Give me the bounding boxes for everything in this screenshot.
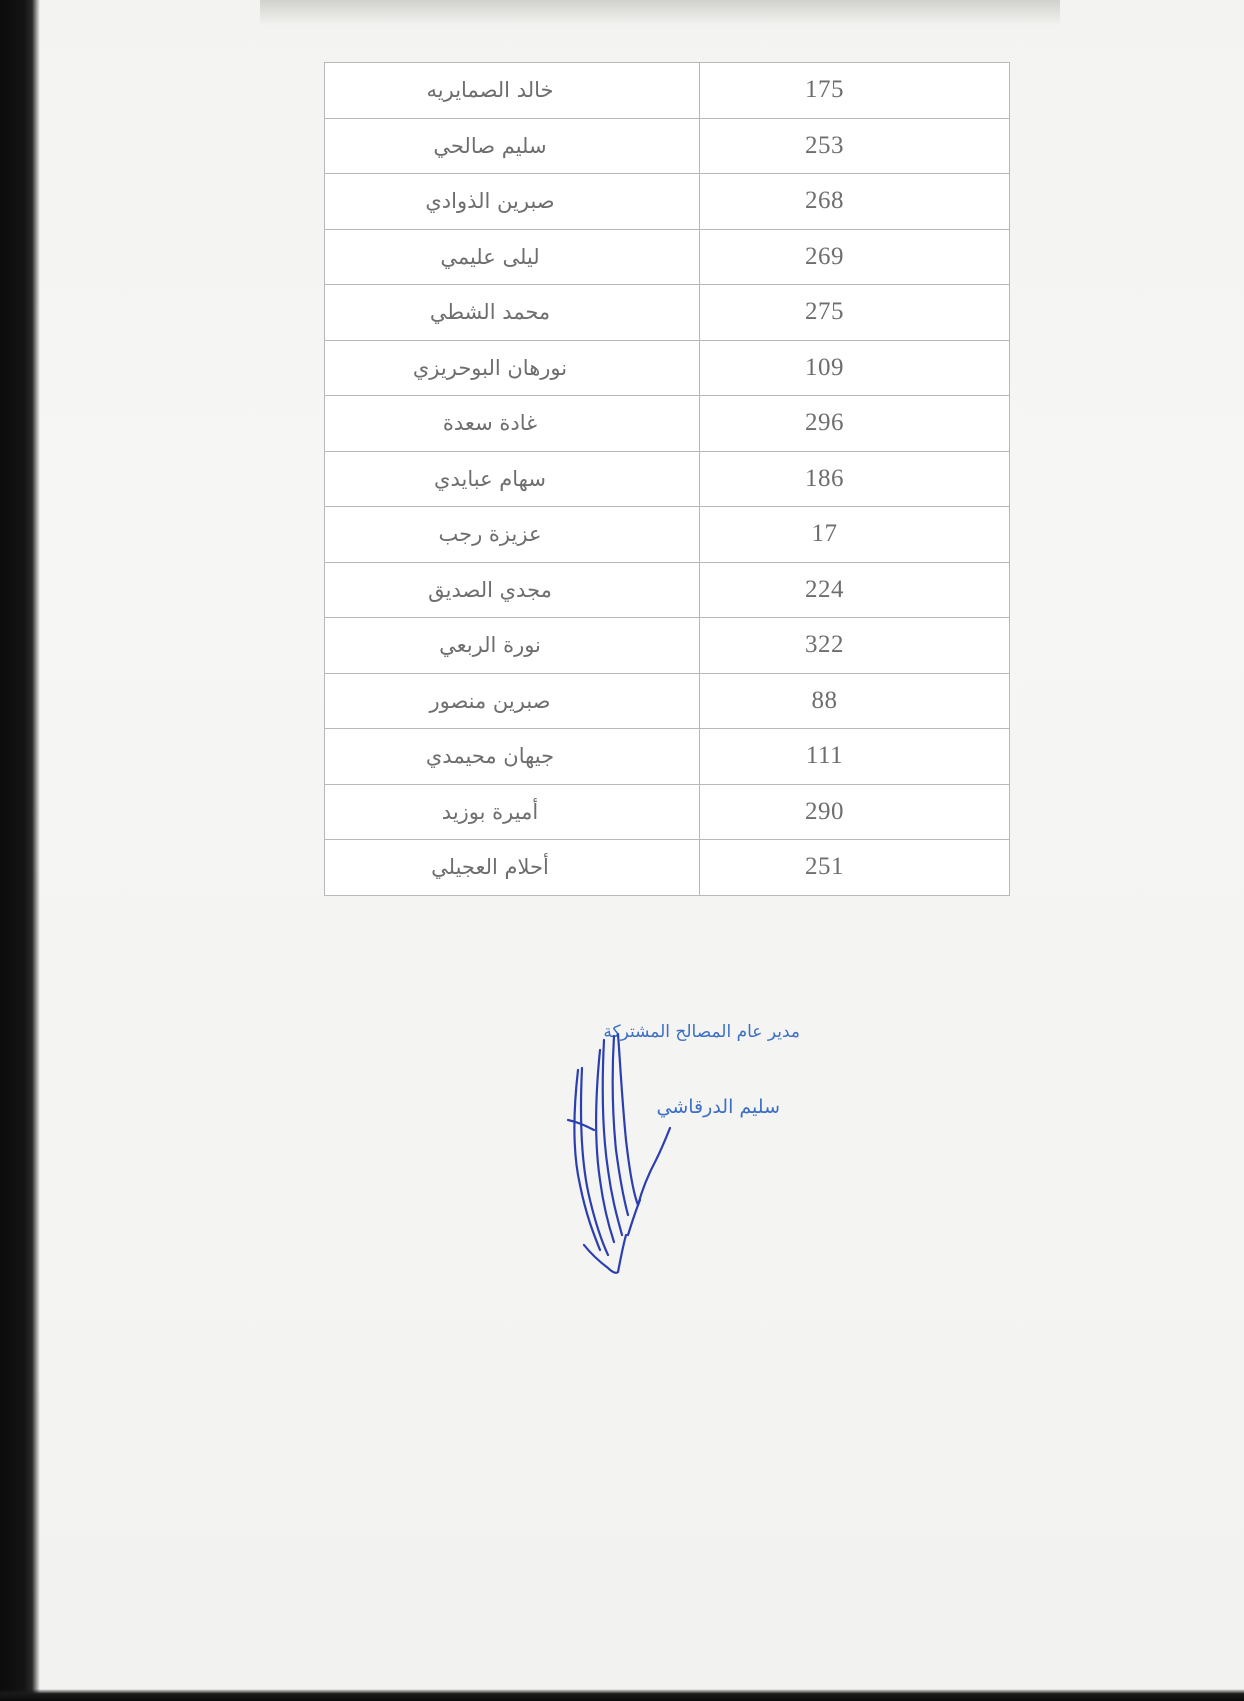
table-row — [325, 618, 1010, 674]
names-table — [324, 62, 1010, 896]
table-row — [325, 784, 1010, 840]
number-cell — [700, 118, 1010, 174]
scan-bottom-border — [0, 1689, 1244, 1701]
table-row — [325, 63, 1010, 119]
table-row — [325, 673, 1010, 729]
name-text: جيهان محيمدي — [425, 744, 555, 769]
number-cell — [700, 229, 1010, 285]
table-row — [325, 840, 1010, 896]
number-text: 111 — [805, 742, 844, 770]
name-cell — [325, 396, 700, 452]
number-cell — [700, 451, 1010, 507]
number-text: 290 — [805, 797, 844, 825]
number-text: 275 — [805, 298, 844, 326]
name-text: صبرين الذوادي — [425, 189, 555, 214]
table-row — [325, 229, 1010, 285]
signature-block — [420, 1010, 820, 1290]
number-text: 109 — [805, 353, 844, 381]
handwritten-signature-icon — [538, 1010, 678, 1280]
name-cell — [325, 507, 700, 563]
name-text: أحلام العجيلي — [431, 855, 549, 880]
name-text: محمد الشطي — [429, 300, 551, 325]
name-text: خالد الصمايريه — [426, 78, 554, 103]
table-row — [325, 562, 1010, 618]
number-cell — [700, 673, 1010, 729]
table-row — [325, 174, 1010, 230]
number-cell — [700, 340, 1010, 396]
table-row — [325, 451, 1010, 507]
number-text: 175 — [805, 76, 844, 104]
number-text: 251 — [805, 853, 844, 881]
number-cell — [700, 507, 1010, 563]
name-cell — [325, 229, 700, 285]
table-row — [325, 118, 1010, 174]
name-cell — [325, 840, 700, 896]
number-text: 268 — [805, 187, 844, 215]
table-row — [325, 729, 1010, 785]
name-cell — [325, 340, 700, 396]
number-text: 296 — [805, 409, 844, 437]
scan-left-border — [0, 0, 40, 1701]
name-cell — [325, 673, 700, 729]
number-text: 253 — [805, 131, 844, 159]
name-text: صبرين منصور — [429, 688, 551, 713]
number-cell — [700, 285, 1010, 341]
number-cell — [700, 63, 1010, 119]
signatory-title: مدير عام المصالح المشتركة — [603, 1022, 800, 1042]
name-text: سهام عبايدي — [434, 466, 546, 491]
number-cell — [700, 562, 1010, 618]
name-text: مجدي الصديق — [428, 577, 552, 602]
number-cell — [700, 784, 1010, 840]
signatory-name: سليم الدرقاشي — [656, 1096, 780, 1118]
name-cell — [325, 562, 700, 618]
name-cell — [325, 451, 700, 507]
table-row — [325, 396, 1010, 452]
name-text: غادة سعدة — [442, 411, 538, 436]
number-text: 224 — [805, 575, 844, 603]
name-text: أميرة بوزيد — [441, 799, 539, 824]
number-cell — [700, 618, 1010, 674]
number-cell — [700, 396, 1010, 452]
number-text: 322 — [805, 631, 844, 659]
name-text: عزيزة رجب — [438, 522, 542, 547]
name-cell — [325, 618, 700, 674]
number-text: 269 — [805, 242, 844, 270]
number-text: 88 — [811, 686, 838, 714]
name-text: نورة الربعي — [439, 633, 541, 658]
table-row — [325, 285, 1010, 341]
number-cell — [700, 729, 1010, 785]
scan-smudge — [260, 0, 1060, 26]
table-row — [325, 507, 1010, 563]
name-cell — [325, 174, 700, 230]
name-cell — [325, 784, 700, 840]
number-cell — [700, 840, 1010, 896]
name-text: نورهان البوحريزي — [412, 355, 568, 380]
number-cell — [700, 174, 1010, 230]
name-text: سليم صالحي — [433, 133, 547, 158]
table-row — [325, 340, 1010, 396]
name-cell — [325, 729, 700, 785]
name-cell — [325, 63, 700, 119]
name-cell — [325, 118, 700, 174]
number-text: 186 — [805, 464, 844, 492]
name-cell — [325, 285, 700, 341]
number-text: 17 — [811, 520, 838, 548]
name-text: ليلى عليمي — [440, 244, 540, 269]
